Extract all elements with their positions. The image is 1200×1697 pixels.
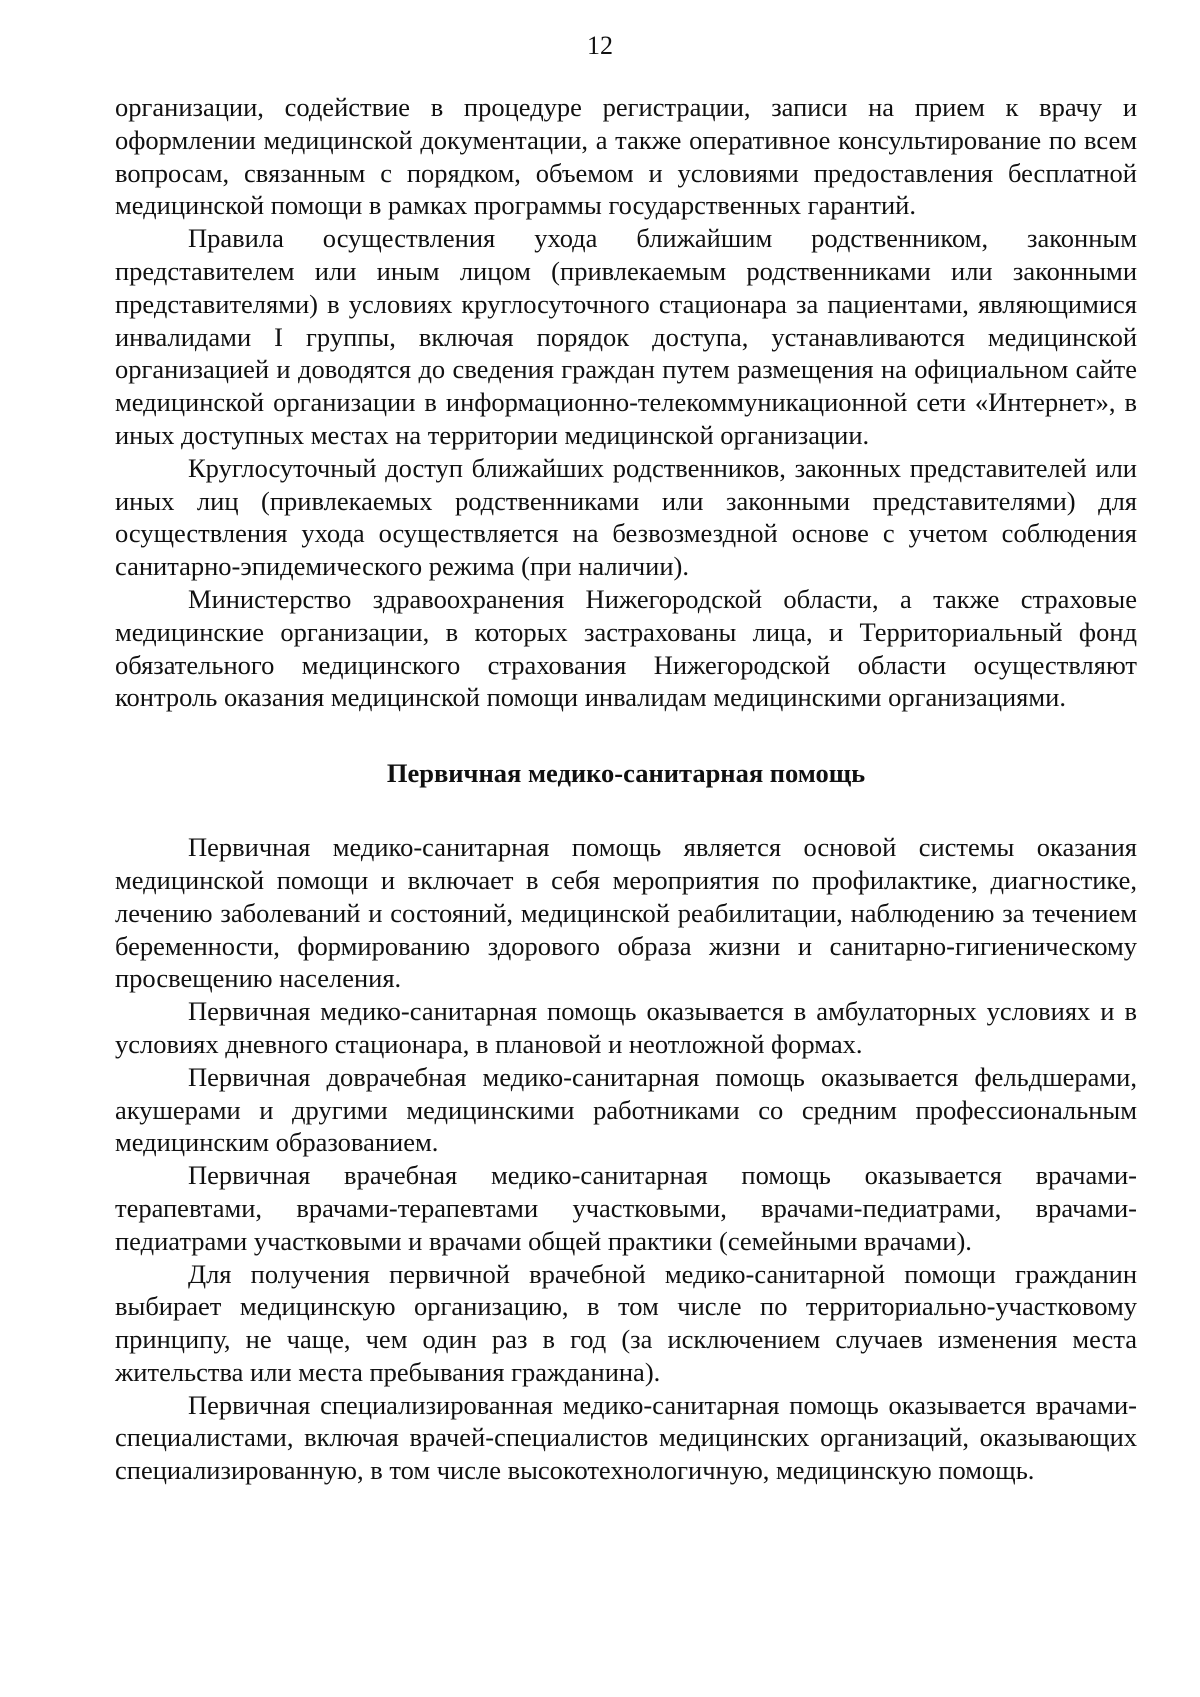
paragraph: организации, содействие в процедуре регистрации, записи на прием к врачу и оформлении медицинской документации, а также оперативное консультирование по всем вопросам, связанным с порядком, объемом и условиями предоставления бесплатной медицинской помощи в рамках программы государственных гарантий. xyxy=(115,92,1137,221)
paragraph: Для получения первичной врачебной медико-санитарной помощи гражданин выбирает медицинскую организацию, в том числе по территориально-участковому принципу, не чаще, чем один раз в год (за исключением случаев изменения места жительства или места пребывания гражданина). xyxy=(115,1258,1137,1387)
paragraph: Первичная медико-санитарная помощь оказывается в амбулаторных условиях и в условиях дневного стационара, в плановой и неотложной формах. xyxy=(115,996,1137,1059)
paragraph: Первичная специализированная медико-санитарная помощь оказывается врачами-специалистами, включая врачей-специалистов медицинских организаций, оказывающих специализированную, в том числе высокотехнологичную, медицинскую помощь. xyxy=(115,1389,1137,1486)
paragraph: Министерство здравоохранения Нижегородской области, а также страховые медицинские организации, в которых застрахованы лица, и Территориальный фонд обязательного медицинского страхования Нижегородской области осуществляют контроль оказания медицинской помощи инвалидам медицинскими организациями. xyxy=(115,583,1137,713)
paragraph: Первичная медико-санитарная помощь является основой системы оказания медицинской помощи и включает в себя мероприятия по профилактике, диагностике, лечению заболеваний и состояний, медицинской реабилитации, наблюдению за течением беременности, формированию здорового образа жизни и санитарно-гигиеническому просвещению населения. xyxy=(115,832,1137,994)
paragraph: Правила осуществления ухода ближайшим родственником, законным представителем или иным лицом (привлекаемым родственниками или законными представителями) в условиях круглосуточного стационара за пациентами, являющимися инвалидами I группы, включая порядок доступа, устанавливаются медицинской организацией и доводятся до сведения граждан путем размещения на официальном сайте медицинской организации в информационно-телекоммуникационной сети «Интернет», в иных доступных местах на территории медицинской организации. xyxy=(115,223,1137,450)
document-body xyxy=(115,91,1137,1487)
paragraph: Первичная доврачебная медико-санитарная помощь оказывается фельдшерами, акушерами и другими медицинскими работниками со средним профессиональным медицинским образованием. xyxy=(115,1061,1137,1158)
paragraph: Первичная врачебная медико-санитарная помощь оказывается врачами-терапевтами, врачами-терапевтами участковыми, врачами-педиатрами, врачами-педиатрами участковыми и врачами общей практики (семейными врачами). xyxy=(115,1160,1137,1256)
page-number: 12 xyxy=(587,31,613,60)
section-heading: Первичная медико-санитарная помощь xyxy=(386,758,866,789)
paragraph: Круглосуточный доступ ближайших родственников, законных представителей или иных лиц (привлекаемых родственниками или законными представителями) для осуществления ухода осуществляется на безвозмездной основе с учетом соблюдения санитарно-эпидемического режима (при наличии). xyxy=(115,452,1137,582)
